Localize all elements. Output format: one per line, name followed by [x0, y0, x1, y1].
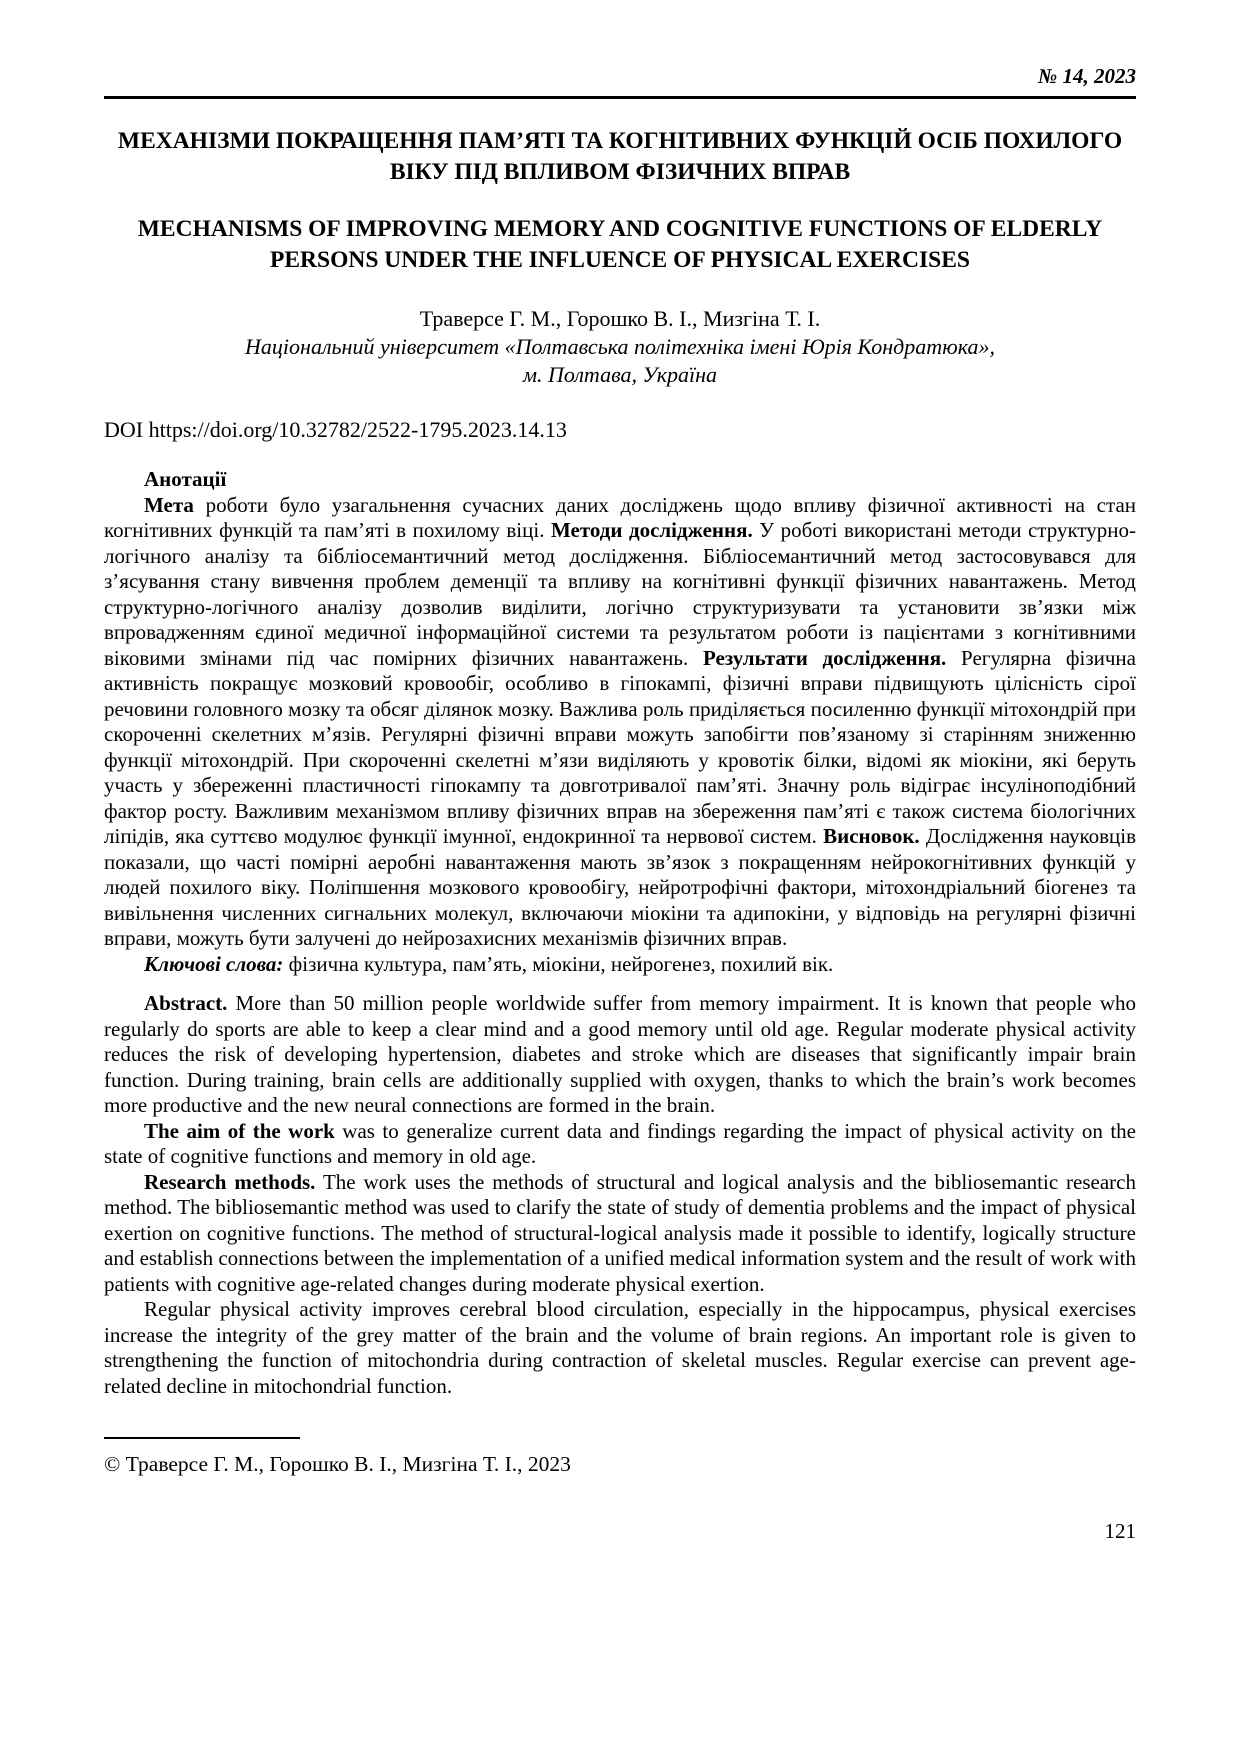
- abstract-uk-text-2: У роботі використані методи структурно-логічного аналізу та бібліосемантичний метод дослідження. Бібліосемантичний метод застосовувався для з’ясування стану вивчення проблем деменції та впливу на когнітивні функції фізичних навантажень. Метод структурно-логічного аналізу дозволив виділити, логічно структуризувати та установити зв’язки між впровадженням єдиної медичної інформаційної системи та результатом роботи із пацієнтами з когнітивними віковими змінами під час помірних фізичних навантажень.: [104, 518, 1136, 670]
- abstract-uk-text-3: Регулярна фізична активність покращує мозковий кровообіг, особливо в гіпокампі, фізичні вправи підвищують цілісність сірої речовини головного мозку та обсяг ділянок мозку. Важлива роль приділяється посиленню функції мітохондрій при скороченні скелетних м’язів. Регулярні фізичні вправи можуть запобігти пов’язаному зі старінням зниженню функції мітохондрій. При скороченні скелетні м’язи виділяють у кровотік білки, відомі як міокіни, які беруть участь у збереженні пластичності гіпокампу та довготривалої пам’яті. Значну роль відіграє інсуліноподібний фактор росту. Важливим механізмом впливу фізичних вправ на збереження пам’яті є також система біологічних ліпідів, яка суттєво модулює функції імунної, ендокринної та нервової систем.: [104, 645, 1136, 848]
- abstract-en-text-1: More than 50 million people worldwide suffer from memory impairment. It is known that people who regularly do sports are able to keep a clear mind and a good memory until old age. Regular moderate physical activity reduces the risk of developing hypertension, diabetes and stroke which are diseases that significantly impair brain function. During training, brain cells are additionally supplied with oxygen, thanks to which the brain’s work becomes more productive and the new neural connections are formed in the brain.: [104, 991, 1136, 1117]
- page-number: 121: [1104, 1519, 1136, 1543]
- affiliation-line-1: Національний університет «Полтавська політехніка імені Юрія Кондратюка»,: [245, 333, 995, 359]
- abstract-uk-paragraph: [104, 493, 1136, 952]
- keywords-label: Ключові слова:: [144, 951, 284, 976]
- label-conclusion: Висновок.: [823, 824, 920, 848]
- abstract-uk-heading: Анотації: [144, 467, 227, 491]
- label-abstract: Abstract.: [144, 991, 228, 1015]
- abstract-en-text-2: was to generalize current data and findings regarding the impact of physical activity on the state of cognitive functions and memory in old age.: [104, 1118, 1136, 1168]
- label-results: Результати дослідження.: [702, 645, 947, 670]
- keywords-text: фізична культура, пам’ять, міокіни, нейрогенез, похилий вік.: [283, 951, 834, 976]
- doi-line: DOI https://doi.org/10.32782/2522-1795.2023.14.13: [104, 417, 567, 442]
- label-research-methods: Research methods.: [144, 1169, 316, 1194]
- label-meta: Мета: [144, 492, 194, 517]
- keywords-paragraph: [104, 952, 1136, 978]
- label-aim: The aim of the work: [144, 1118, 335, 1143]
- label-methods: Методи дослідження.: [550, 518, 753, 542]
- abstract-uk-text-1: роботи було узагальнення сучасних даних досліджень щодо впливу фізичної активності на стан когнітивних функцій та пам’яті в похилому віці.: [104, 492, 1136, 542]
- abstract-en-paragraph-3: [104, 1170, 1136, 1298]
- abstract-uk-text-4: Дослідження науковців показали, що часті помірні аеробні навантаження мають зв’язок з покращенням нейрокогнітивних функцій у людей похилого віку. Поліпшення мозкового кровообігу, нейротрофічні фактори, мітохондріальний біогенез та вивільнення численних сигнальних молекул, включаючи міокіни та адипокіни, у відповідь на регулярні фізичні вправи, можуть бути залучені до нейрозахисних механізмів фізичних вправ.: [104, 824, 1137, 950]
- footnote-rule: [104, 1437, 300, 1439]
- article-title-en: MECHANISMS OF IMPROVING MEMORY AND COGNITIVE FUNCTIONS OF ELDERLY PERSONS UNDER THE INFLUENCE OF PHYSICAL EXERCISES: [137, 216, 1103, 273]
- issue-number: № 14, 2023: [1038, 64, 1136, 88]
- abstract-en-paragraph-2: [104, 1119, 1136, 1170]
- copyright-line: © Траверсе Г. М., Горошко В. І., Мизгіна Т. І., 2023: [104, 1452, 571, 1476]
- authors-line: Траверсе Г. М., Горошко В. І., Мизгіна Т. І.: [419, 306, 821, 332]
- affiliation-line-2: м. Полтава, Україна: [522, 361, 718, 387]
- abstract-en-text-3: The work uses the methods of structural and logical analysis and the bibliosemantic research method. The bibliosemantic method was used to clarify the state of study of dementia problems and the impact of physical exertion on cognitive functions. The method of structural-logical analysis made it possible to identify, logically structure and establish connections between the implementation of a unified medical information system and the result of work with patients with cognitive age-related changes during moderate physical exertion.: [104, 1169, 1136, 1296]
- abstract-en-paragraph-4: Regular physical activity improves cerebral blood circulation, especially in the hippocampus, physical exercises increase the integrity of the grey matter of the brain and the volume of brain regions. An important role is given to strengthening the function of mitochondria during contraction of skeletal muscles. Regular exercise can prevent age-related decline in mitochondrial function.: [104, 1297, 1136, 1398]
- article-title-uk: МЕХАНІЗМИ ПОКРАЩЕННЯ ПАМ’ЯТІ ТА КОГНІТИВНИХ ФУНКЦІЙ ОСІБ ПОХИЛОГО ВІКУ ПІД ВПЛИВОМ ФІЗИЧНИХ ВПРАВ: [117, 128, 1123, 185]
- header-rule: [104, 96, 1136, 99]
- abstract-en-paragraph-1: [104, 991, 1136, 1119]
